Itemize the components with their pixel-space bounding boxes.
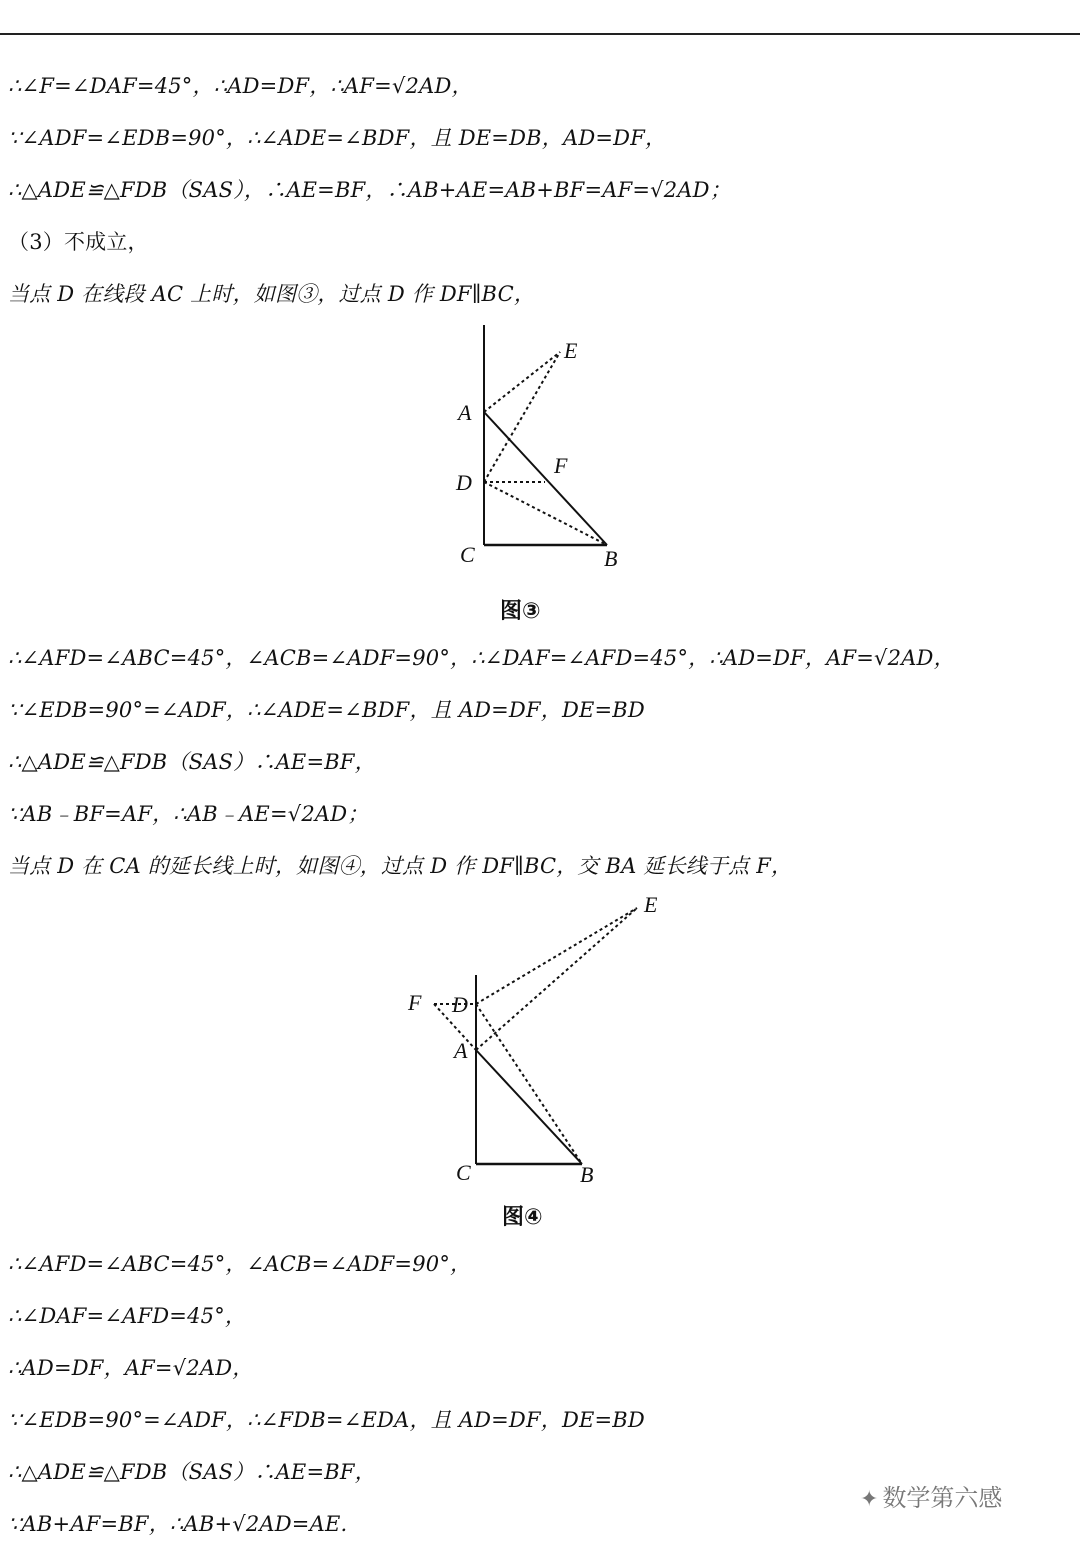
fig4-line-AB — [476, 1050, 582, 1164]
text-line-11: ∴∠AFD=∠ABC=45°，∠ACB=∠ADF=90°， — [8, 1252, 472, 1276]
fig4-line-AE — [476, 908, 637, 1050]
fig4-label-E: E — [644, 892, 658, 917]
fig4-label-F: F — [408, 990, 422, 1015]
fig4-line-DE — [476, 908, 637, 1004]
figure-4-diagram — [390, 880, 680, 1190]
text-line-7: ∵∠EDB=90°=∠ADF，∴∠ADE=∠BDF，且 AD=DF，DE=BD — [8, 698, 645, 722]
watermark — [860, 1478, 1002, 1513]
text-line-8: ∴△ADE≌△FDB（SAS）∴AE=BF， — [8, 750, 376, 774]
fig3-line-DE — [484, 352, 560, 482]
watermark-text: 数学第六感 — [882, 1484, 1003, 1512]
fig3-line-AB — [484, 412, 607, 545]
text-line-1: ∴∠F=∠DAF=45°，∴AD=DF，∴AF=√2AD， — [8, 74, 473, 98]
fig3-line-AE — [484, 352, 560, 412]
fig3-label-D: D — [456, 470, 472, 495]
text-line-4: （3）不成立， — [8, 230, 149, 254]
text-line-14: ∵∠EDB=90°=∠ADF，∴∠FDB=∠EDA，且 AD=DF，DE=BD — [8, 1408, 645, 1432]
figure-4-caption: 图④ — [502, 1205, 543, 1230]
text-line-12: ∴∠DAF=∠AFD=45°， — [8, 1304, 247, 1328]
text-line-6: ∴∠AFD=∠ABC=45°，∠ACB=∠ADF=90°，∴∠DAF=∠AFD=45°，∴AD=DF，AF=√2AD， — [8, 646, 955, 670]
figure-3-caption: 图③ — [500, 599, 541, 624]
fig3-line-DB — [484, 482, 607, 545]
fig3-label-A: A — [458, 400, 472, 425]
fig4-line-DB — [476, 1004, 582, 1164]
fig3-label-C: C — [460, 542, 475, 567]
text-line-9: ∵AB﹣BF=AF，∴AB﹣AE=√2AD； — [8, 802, 369, 826]
text-line-3: ∴△ADE≌△FDB（SAS），∴AE=BF，∴AB+AE=AB+BF=AF=√2AD； — [8, 178, 731, 202]
figure-3-diagram — [440, 320, 640, 580]
text-line-5: 当点 D 在线段 AC 上时，如图③，过点 D 作 DF∥BC， — [8, 282, 536, 306]
fig4-label-C: C — [456, 1160, 471, 1185]
wechat-icon: ✦ — [860, 1487, 879, 1512]
fig3-label-B: B — [604, 546, 618, 571]
header-rule — [0, 33, 1080, 35]
fig4-label-B: B — [580, 1162, 594, 1187]
text-line-2: ∵∠ADF=∠EDB=90°，∴∠ADE=∠BDF，且 DE=DB，AD=DF， — [8, 126, 667, 150]
text-line-15: ∴△ADE≌△FDB（SAS）∴AE=BF， — [8, 1460, 376, 1484]
text-line-13: ∴AD=DF，AF=√2AD， — [8, 1356, 254, 1380]
fig3-label-F: F — [554, 453, 568, 478]
text-line-10: 当点 D 在 CA 的延长线上时，如图④，过点 D 作 DF∥BC，交 BA 延长线于点 F， — [8, 854, 793, 878]
fig4-label-A: A — [454, 1038, 468, 1063]
fig4-label-D: D — [452, 992, 468, 1017]
fig3-label-E: E — [564, 338, 578, 363]
text-line-16: ∵AB+AF=BF，∴AB+√2AD=AE. — [8, 1512, 348, 1536]
